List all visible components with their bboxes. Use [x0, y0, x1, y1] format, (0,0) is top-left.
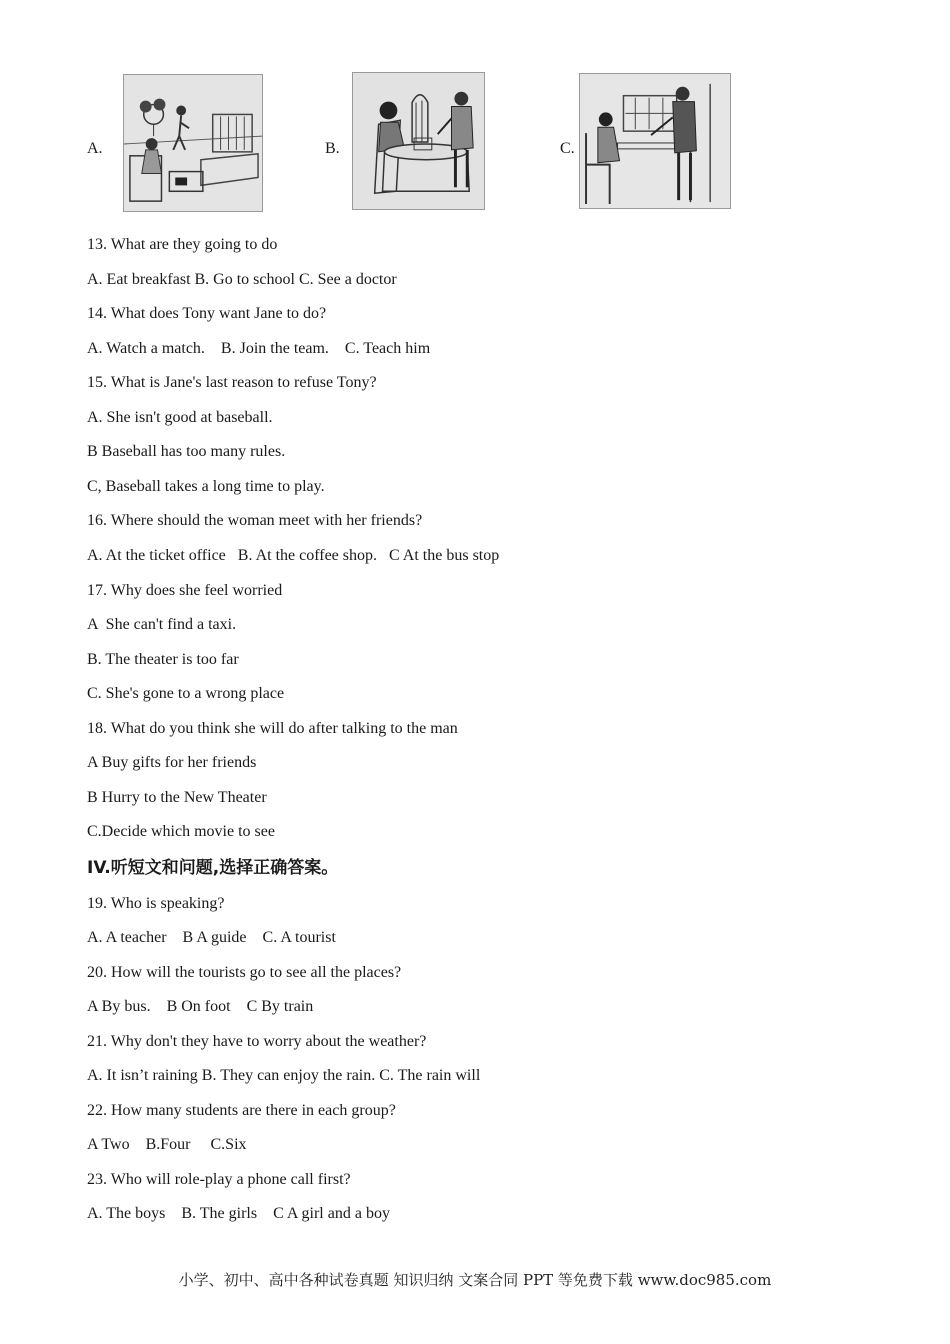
question-14: 14. What does Tony want Jane to do? — [87, 305, 327, 322]
option-c-picture — [579, 73, 731, 209]
question-18-option-b: B Hurry to the New Theater — [87, 789, 267, 806]
option-a-label: A. — [87, 140, 103, 157]
question-17-option-a: A She can't find a taxi. — [87, 616, 237, 633]
question-21-options: A. It isn’t raining B. They can enjoy the rain. C. The rain will — [87, 1067, 481, 1084]
question-13: 13. What are they going to do — [87, 236, 278, 253]
question-16-options: A. At the ticket office B. At the coffee shop. C At the bus stop — [87, 547, 500, 564]
question-15-option-c: C, Baseball takes a long time to play. — [87, 478, 325, 495]
question-17-option-c: C. She's gone to a wrong place — [87, 685, 285, 702]
question-19: 19. Who is speaking? — [87, 895, 225, 912]
question-16: 16. Where should the woman meet with her friends? — [87, 512, 423, 529]
question-22-options: A Two B.Four C.Six — [87, 1136, 247, 1153]
question-23: 23. Who will role-play a phone call first? — [87, 1171, 351, 1188]
question-15-option-a: A. She isn't good at baseball. — [87, 409, 273, 426]
question-17: 17. Why does she feel worried — [87, 582, 283, 599]
page-footer[interactable]: 小学、初中、高中各种试卷真题 知识归纳 文案合同 PPT 等免费下载 www.doc985.com — [178, 1271, 772, 1289]
option-c-label: C. — [560, 140, 575, 157]
option-b-label: B. — [325, 140, 340, 157]
question-20-options: A By bus. B On foot C By train — [87, 998, 314, 1015]
question-17-option-b: B. The theater is too far — [87, 651, 239, 668]
question-14-options: A. Watch a match. B. Join the team. C. Teach him — [87, 340, 431, 357]
question-13-options: A. Eat breakfast B. Go to school C. See a doctor — [87, 271, 397, 288]
question-20: 20. How will the tourists go to see all the places? — [87, 964, 402, 981]
question-23-options: A. The boys B. The girls C A girl and a boy — [87, 1205, 390, 1222]
question-15: 15. What is Jane's last reason to refuse Tony? — [87, 374, 377, 391]
doctor-office-illustration — [580, 74, 730, 208]
living-room-illustration — [124, 75, 262, 211]
question-22: 22. How many students are there in each group? — [87, 1102, 396, 1119]
question-18-option-c: C.Decide which movie to see — [87, 823, 275, 840]
breakfast-table-illustration — [353, 73, 484, 209]
option-a-picture — [123, 74, 263, 212]
question-21: 21. Why don't they have to worry about the weather? — [87, 1033, 427, 1050]
question-15-option-b: B Baseball has too many rules. — [87, 443, 286, 460]
question-18: 18. What do you think she will do after talking to the man — [87, 720, 458, 737]
section-heading: IV.听短文和问题,选择正确答案。 — [87, 858, 339, 878]
question-19-options: A. A teacher B A guide C. A tourist — [87, 929, 336, 946]
question-18-option-a: A Buy gifts for her friends — [87, 754, 257, 771]
option-b-picture — [352, 72, 485, 210]
